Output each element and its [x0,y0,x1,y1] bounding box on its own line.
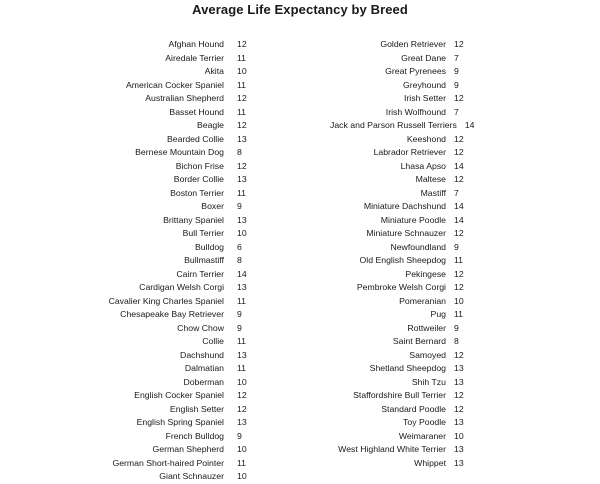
breed-row [95,403,257,417]
breed-row [95,322,257,336]
breed-row [95,308,257,322]
life-expectancy-value: 12 [454,39,464,49]
breed-name: Rottweiler [407,322,446,333]
breed-row [330,52,466,66]
breed-name: Lhasa Apso [400,160,446,171]
life-expectancy-value: 10 [454,295,464,306]
life-expectancy-value: 9 [454,322,459,333]
life-expectancy-value: 12 [237,93,247,103]
life-expectancy-value: 12 [454,282,464,292]
breed-name: English Spring Spaniel [136,417,224,427]
breed-name: Labrador Retriever [373,147,446,157]
breed-name: Brittany Spaniel [163,214,224,225]
breed-row [95,214,257,228]
breed-name: Standard Poodle [381,403,446,414]
breed-name: Boxer [201,201,224,211]
breed-row [95,470,257,484]
breed-name: Airedale Terrier [165,52,224,63]
life-expectancy-value: 14 [454,160,464,171]
breed-row [95,389,257,403]
life-expectancy-value: 12 [454,403,464,414]
life-expectancy-value: 9 [237,201,242,211]
life-expectancy-value: 13 [454,363,464,373]
breed-name: German Short-haired Pointer [112,457,224,468]
breed-name: Pekingese [405,268,446,279]
breed-row [95,133,257,147]
breed-row [95,38,257,52]
breed-name: English Setter [169,403,224,414]
breed-name: Jack and Parson Russell Terriers [330,120,457,130]
breed-row [330,281,466,295]
life-expectancy-value: 11 [237,363,247,373]
breed-name: Pembroke Welsh Corgi [356,282,446,292]
breed-row [330,133,466,147]
breed-row [330,187,466,201]
life-expectancy-value: 11 [237,336,247,346]
breed-row [95,295,257,309]
life-expectancy-value: 13 [454,457,464,468]
life-expectancy-value: 13 [454,376,464,387]
life-expectancy-value: 12 [237,160,247,171]
breed-name: Beagle [196,120,224,130]
breed-row [330,416,466,430]
life-expectancy-value: 14 [454,214,464,225]
breed-row [330,38,466,52]
life-expectancy-value: 12 [454,147,464,157]
life-expectancy-value: 10 [237,471,247,481]
breed-row [95,362,257,376]
breed-name: Australian Shepherd [145,93,224,103]
life-expectancy-value: 13 [454,444,464,454]
breed-row [95,146,257,160]
breed-name: Miniature Schnauzer [366,228,446,238]
breed-name: Bichon Frise [175,160,224,171]
breed-row [330,335,466,349]
breed-row [95,187,257,201]
breed-row [330,268,466,282]
breed-name: Afghan Hound [168,39,224,49]
life-expectancy-value: 9 [454,79,459,90]
breed-row [95,227,257,241]
breed-row [330,403,466,417]
life-expectancy-value: 13 [237,417,247,427]
breed-name: French Bulldog [165,430,224,441]
life-expectancy-value: 12 [237,120,247,130]
breed-name: Border Collie [173,174,224,184]
breed-name: Whippet [414,457,446,468]
breed-name: Miniature Poodle [380,214,446,225]
breed-row [95,173,257,187]
life-expectancy-value: 11 [454,309,464,319]
life-expectancy-value: 12 [454,133,464,144]
breed-row [95,241,257,255]
life-expectancy-value: 10 [237,66,247,76]
life-expectancy-value: 11 [237,106,247,117]
breed-name: Bull Terrier [182,228,224,238]
breed-name: Chow Chow [177,322,224,333]
life-expectancy-value: 14 [454,201,464,211]
life-expectancy-value: 12 [454,349,464,360]
breed-name: Irish Wolfhound [385,106,446,117]
breed-row [95,335,257,349]
breed-row [95,92,257,106]
life-expectancy-value: 9 [454,241,459,252]
breed-name: Chesapeake Bay Retriever [120,309,224,319]
life-expectancy-value: 11 [237,52,247,63]
breed-name: Greyhound [403,79,446,90]
life-expectancy-value: 12 [454,93,464,103]
breed-row [330,227,466,241]
breed-row [95,160,257,174]
breed-row [330,241,466,255]
life-expectancy-value: 8 [237,147,242,157]
breed-name: Cardigan Welsh Corgi [139,282,224,292]
breed-row [330,376,466,390]
breed-name: Cairn Terrier [176,268,224,279]
breed-row [330,173,466,187]
breed-name: Irish Setter [403,93,446,103]
life-expectancy-value: 11 [237,457,247,468]
life-expectancy-value: 7 [454,187,459,198]
breed-row [330,65,466,79]
breed-row [330,119,475,133]
life-expectancy-value: 9 [237,309,242,319]
breed-name: Newfoundland [390,241,446,252]
life-expectancy-value: 12 [237,403,247,414]
life-expectancy-value: 7 [454,106,459,117]
life-expectancy-value: 11 [237,79,247,90]
breed-name: Bullmastiff [184,255,224,265]
breed-row [330,457,466,471]
breed-name: Bernese Mountain Dog [135,147,224,157]
breed-name: Shetland Sheepdog [369,363,446,373]
life-expectancy-value: 10 [237,444,247,454]
breed-row [95,376,257,390]
life-expectancy-value: 12 [454,174,464,184]
breed-name: Basset Hound [169,106,224,117]
breed-name: Akita [204,66,224,76]
breed-name: Keeshond [406,133,446,144]
breed-row [330,295,466,309]
life-expectancy-value: 13 [237,214,247,225]
life-expectancy-value: 12 [237,39,247,49]
breed-row [330,362,466,376]
breed-name: Doberman [183,376,224,387]
life-expectancy-value: 10 [237,228,247,238]
breed-row [95,349,257,363]
life-expectancy-value: 14 [464,120,475,130]
breed-row [330,214,466,228]
breed-name: Miniature Dachshund [363,201,446,211]
breed-name: Bulldog [195,241,224,252]
breed-row [330,200,466,214]
breed-name: Boston Terrier [170,187,224,198]
breed-row [95,430,257,444]
breed-name: Pomeranian [399,295,446,306]
breed-row [95,106,257,120]
breed-name: American Cocker Spaniel [125,79,224,90]
breed-row [95,457,257,471]
breed-name: Mastiff [420,187,446,198]
breed-name: Maltese [415,174,446,184]
breed-row [330,79,466,93]
life-expectancy-value: 12 [454,268,464,279]
breed-row [330,146,466,160]
breed-name: Dachshund [180,349,224,360]
breed-row [95,254,257,268]
breed-row [95,281,257,295]
breed-row [330,160,466,174]
life-expectancy-value: 12 [454,228,464,238]
life-expectancy-value: 9 [237,322,242,333]
life-expectancy-value: 12 [237,390,247,400]
breed-name: Pug [430,309,446,319]
life-expectancy-value: 11 [237,187,247,198]
breed-name: Golden Retriever [380,39,446,49]
life-expectancy-value: 9 [454,66,459,76]
page-title: Average Life Expectancy by Breed [192,2,408,17]
breed-name: Great Dane [401,52,446,63]
breed-name: Weimaraner [398,430,446,441]
life-expectancy-value: 11 [454,255,464,265]
life-expectancy-value: 13 [237,174,247,184]
life-expectancy-value: 11 [237,295,247,306]
life-expectancy-value: 14 [237,268,247,279]
life-expectancy-value: 8 [237,255,242,265]
life-expectancy-value: 13 [237,282,247,292]
breed-name: Samoyed [409,349,446,360]
breed-name: Great Pyrenees [385,66,446,76]
breed-row [95,119,257,133]
breed-name: Dalmatian [184,363,224,373]
breed-row [95,79,257,93]
life-expectancy-value: 10 [237,376,247,387]
life-expectancy-value: 13 [237,133,247,144]
breed-row [330,308,466,322]
breed-row [330,430,466,444]
breed-name: Saint Bernard [392,336,446,346]
breed-name: Collie [202,336,224,346]
breed-name: English Cocker Spaniel [134,390,224,400]
breed-row [330,92,466,106]
life-expectancy-value: 10 [454,430,464,441]
breed-row [330,254,466,268]
breed-name: Cavalier King Charles Spaniel [108,295,224,306]
life-expectancy-value: 9 [237,430,242,441]
breed-name: Giant Schnauzer [159,471,224,481]
life-expectancy-value: 13 [454,417,464,427]
breed-name: Toy Poodle [403,417,446,427]
life-expectancy-value: 8 [454,336,459,346]
breed-name: West Highland White Terrier [338,444,446,454]
breed-row [95,200,257,214]
breed-row [95,65,257,79]
breed-name: Bearded Collie [167,133,224,144]
breed-name: German Shepherd [152,444,224,454]
breed-name: Old English Sheepdog [359,255,446,265]
life-expectancy-value: 12 [454,390,464,400]
breed-name: Staffordshire Bull Terrier [353,390,446,400]
breed-row [95,52,257,66]
breed-row [95,416,257,430]
breed-row [330,349,466,363]
breed-row [330,106,466,120]
breed-list-left [95,38,257,484]
breed-row [330,322,466,336]
life-expectancy-value: 6 [237,241,242,252]
breed-row [330,389,466,403]
breed-list-right [330,38,475,470]
life-expectancy-value: 13 [237,349,247,360]
breed-row [95,268,257,282]
breed-name: Shih Tzu [411,376,446,387]
life-expectancy-value: 7 [454,52,459,63]
